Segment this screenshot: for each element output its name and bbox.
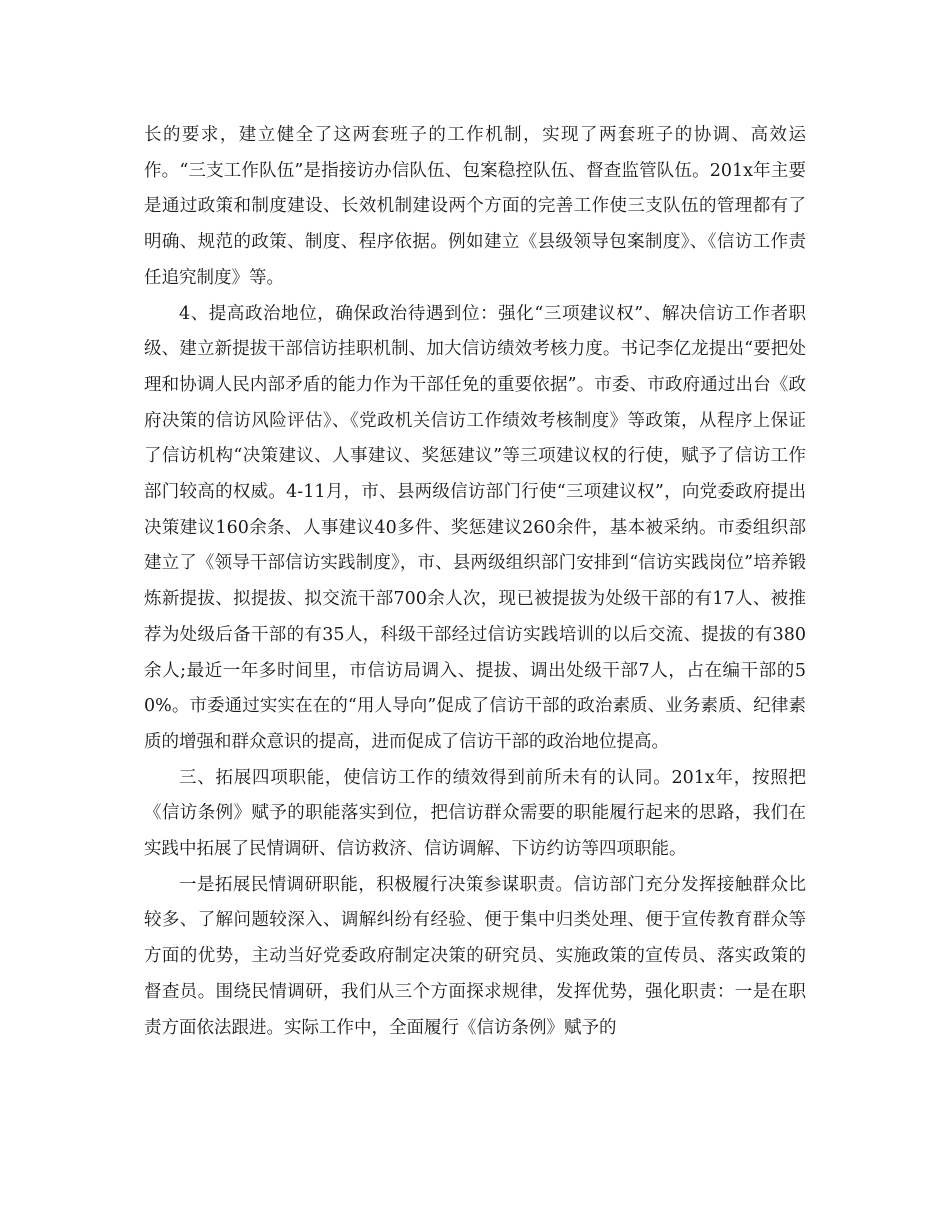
paragraph-political-status: 4、提高政治地位，确保政治待遇到位：强化“三项建议权”、解决信访工作者职级、建立新提拔干部信访挂职机制、加大信访绩效考核力度。书记李亿龙提出“要把处理和协调人民内部矛盾的能力作为干部任免的重要依据”。市委、市政府通过出台《政府决策的信访风险评估》、《党政机关信访工作绩效考核制度》等政策，从程序上保证了信访机构“决策建议、人事建议、奖惩建议”等三项建议权的行使，赋予了信访工作部门较高的权威。4-11月，市、县两级信访部门行使“三项建议权”，向党委政府提出决策建议160余条、人事建议40多件、奖惩建议260余件，基本被采纳。市委组织部建立了《领导干部信访实践制度》，市、县两级组织部门安排到“信访实践岗位”培养锻炼新提拔、拟提拔、拟交流干部700余人次，现已被提拔为处级干部的有17人、被推荐为处级后备干部的有35人，科级干部经过信访实践培训的以后交流、提拔的有380余人;最近一年多时间里，市信访局调入、提拔、调出处级干部7人，占在编干部的50%。市委通过实实在在的“用人导向”促成了信访干部的政治素质、业务素质、纪律素质的增强和群众意识的提高，进而促成了信访干部的政治地位提高。 [144,303,806,752]
document-body [144,118,806,1046]
paragraph-four-functions: 三、拓展四项职能，使信访工作的绩效得到前所未有的认同。201x年，按照把《信访条例》赋予的职能落实到位，把信访群众需要的职能履行起来的思路，我们在实践中拓展了民情调研、信访救济、信访调解、下访约访等四项职能。 [144,767,806,860]
paragraph-continuation: 长的要求，建立健全了这两套班子的工作机制，实现了两套班子的协调、高效运作。“三支工作队伍”是指接访办信队伍、包案稳控队伍、督查监管队伍。201x年主要是通过政策和制度建设、长效机制建设两个方面的完善工作使三支队伍的管理都有了明确、规范的政策、制度、程序依据。例如建立《县级领导包案制度》、《信访工作责任追究制度》等。 [144,125,806,288]
paragraph-research-function: 一是拓展民情调研职能，积极履行决策参谋职责。信访部门充分发挥接触群众比较多、了解问题较深入、调解纠纷有经验、便于集中归类处理、便于宣传教育群众等方面的优势，主动当好党委政府制定决策的研究员、实施政策的宣传员、落实政策的督查员。围绕民情调研，我们从三个方面探求规律，发挥优势，强化职责：一是在职责方面依法跟进。实际工作中，全面履行《信访条例》赋予的 [144,874,806,1038]
